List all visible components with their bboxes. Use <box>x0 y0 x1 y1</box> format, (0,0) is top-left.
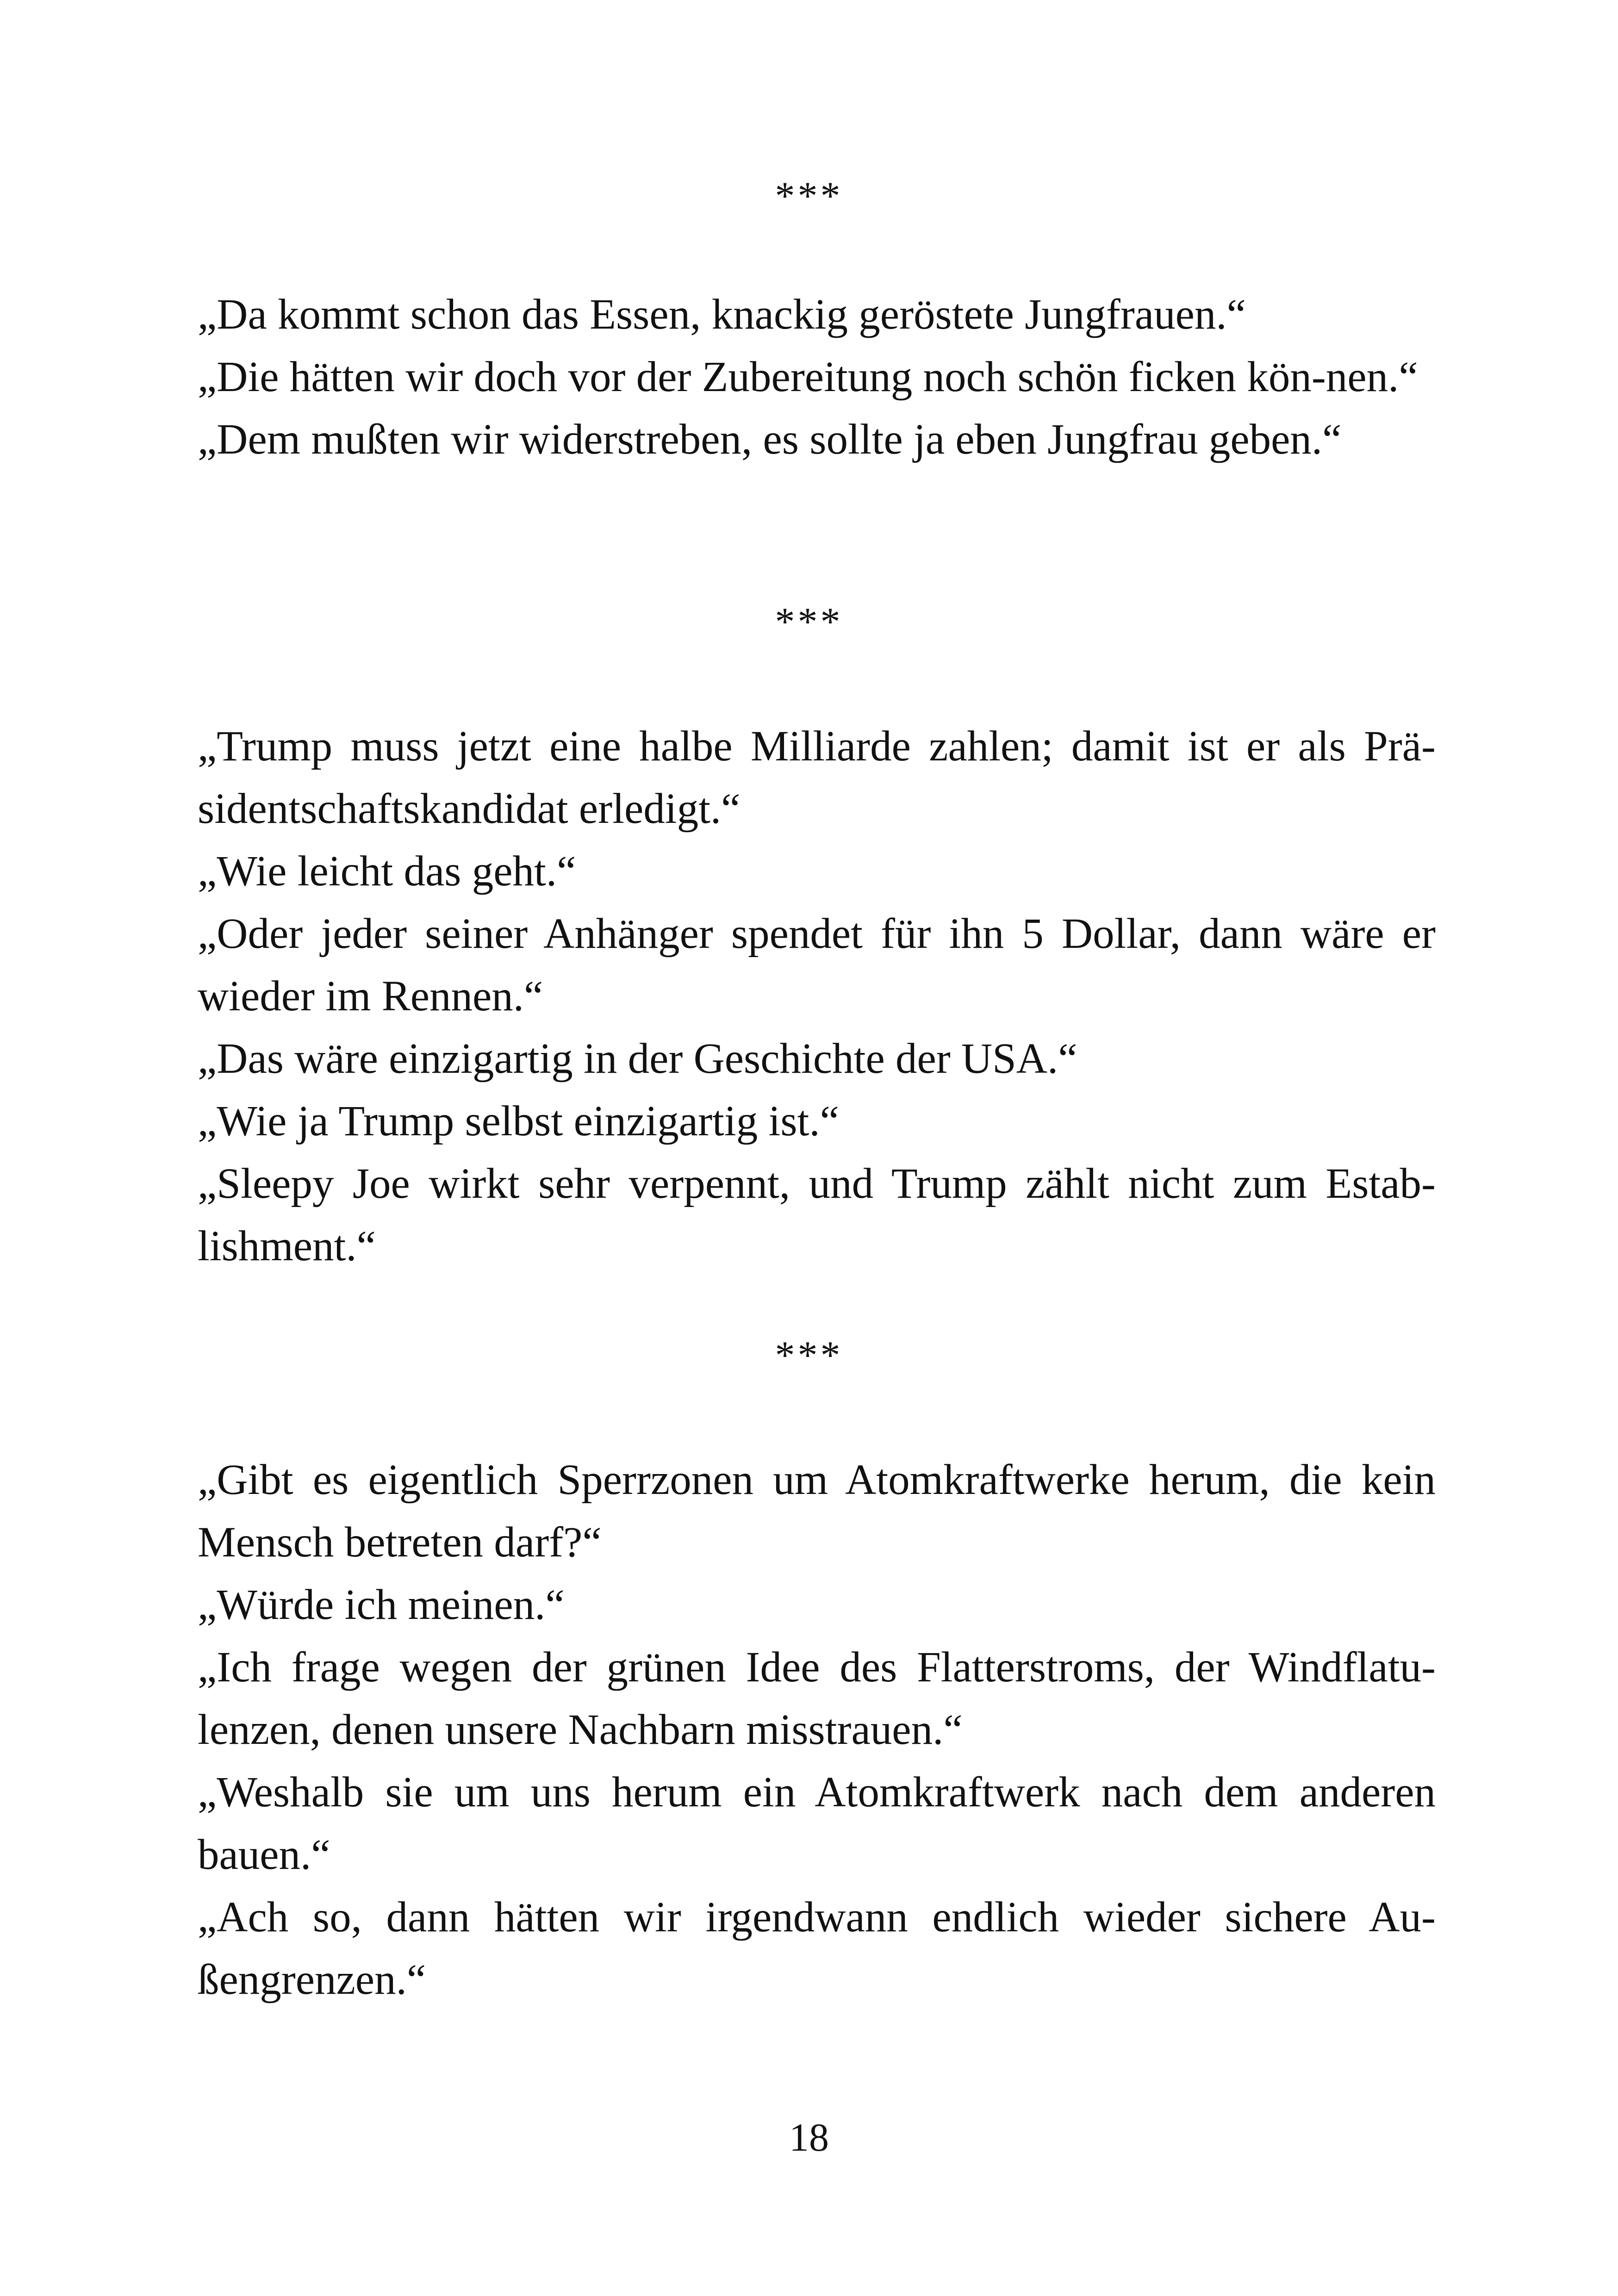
dialogue-line: „Wie leicht das geht.“ <box>198 847 576 895</box>
dialogue-line: „Sleepy Joe wirkt sehr verpennt, und Trump zählt nicht zum Estab-lishment.“ <box>198 1160 1436 1270</box>
dialogue-line: „Oder jeder seiner Anhänger spendet für ihn 5 Dollar, dann wäre er wieder im Rennen.“ <box>198 910 1436 1020</box>
dialogue-line: „Das wäre einzigartig in der Geschichte der USA.“ <box>198 1035 1077 1083</box>
page-number: 18 <box>789 2115 829 2159</box>
section-separator: *** <box>775 1333 843 1377</box>
dialogue-line: „Da kommt schon das Essen, knackig geröstete Jungfrauen.“ <box>198 291 1246 338</box>
dialogue-line: „Gibt es eigentlich Sperrzonen um Atomkraftwerke herum, die kein Mensch betreten darf?“ <box>198 1456 1436 1566</box>
dialogue-line: „Die hätten wir doch vor der Zubereitung noch schön ficken kön-nen.“ <box>198 353 1418 401</box>
dialogue-section <box>198 1449 1436 2011</box>
dialogue-line: „Weshalb sie um uns herum ein Atomkraftwerk nach dem anderen bauen.“ <box>198 1768 1436 1879</box>
dialogue-line: „Wie ja Trump selbst einzigartig ist.“ <box>198 1097 839 1145</box>
dialogue-line: „Dem mußten wir widerstreben, es sollte ja eben Jungfrau geben.“ <box>198 416 1342 463</box>
dialogue-line: „Ich frage wegen der grünen Idee des Flatterstroms, der Windflatu-lenzen, denen unsere Nachbarn misstrauen.“ <box>198 1643 1436 1754</box>
dialogue-line: „Würde ich meinen.“ <box>198 1581 565 1629</box>
dialogue-section <box>198 715 1436 1277</box>
dialogue-line: „Ach so, dann hätten wir irgendwann endlich wieder sichere Au-ßengrenzen.“ <box>198 1893 1436 2004</box>
dialogue-line: „Trump muss jetzt eine halbe Milliarde zahlen; damit ist er als Prä-sidentschaftskandidat erledigt.“ <box>198 722 1436 833</box>
section-separator: *** <box>775 599 843 644</box>
section-separator: *** <box>775 174 843 218</box>
dialogue-section <box>198 283 1436 471</box>
